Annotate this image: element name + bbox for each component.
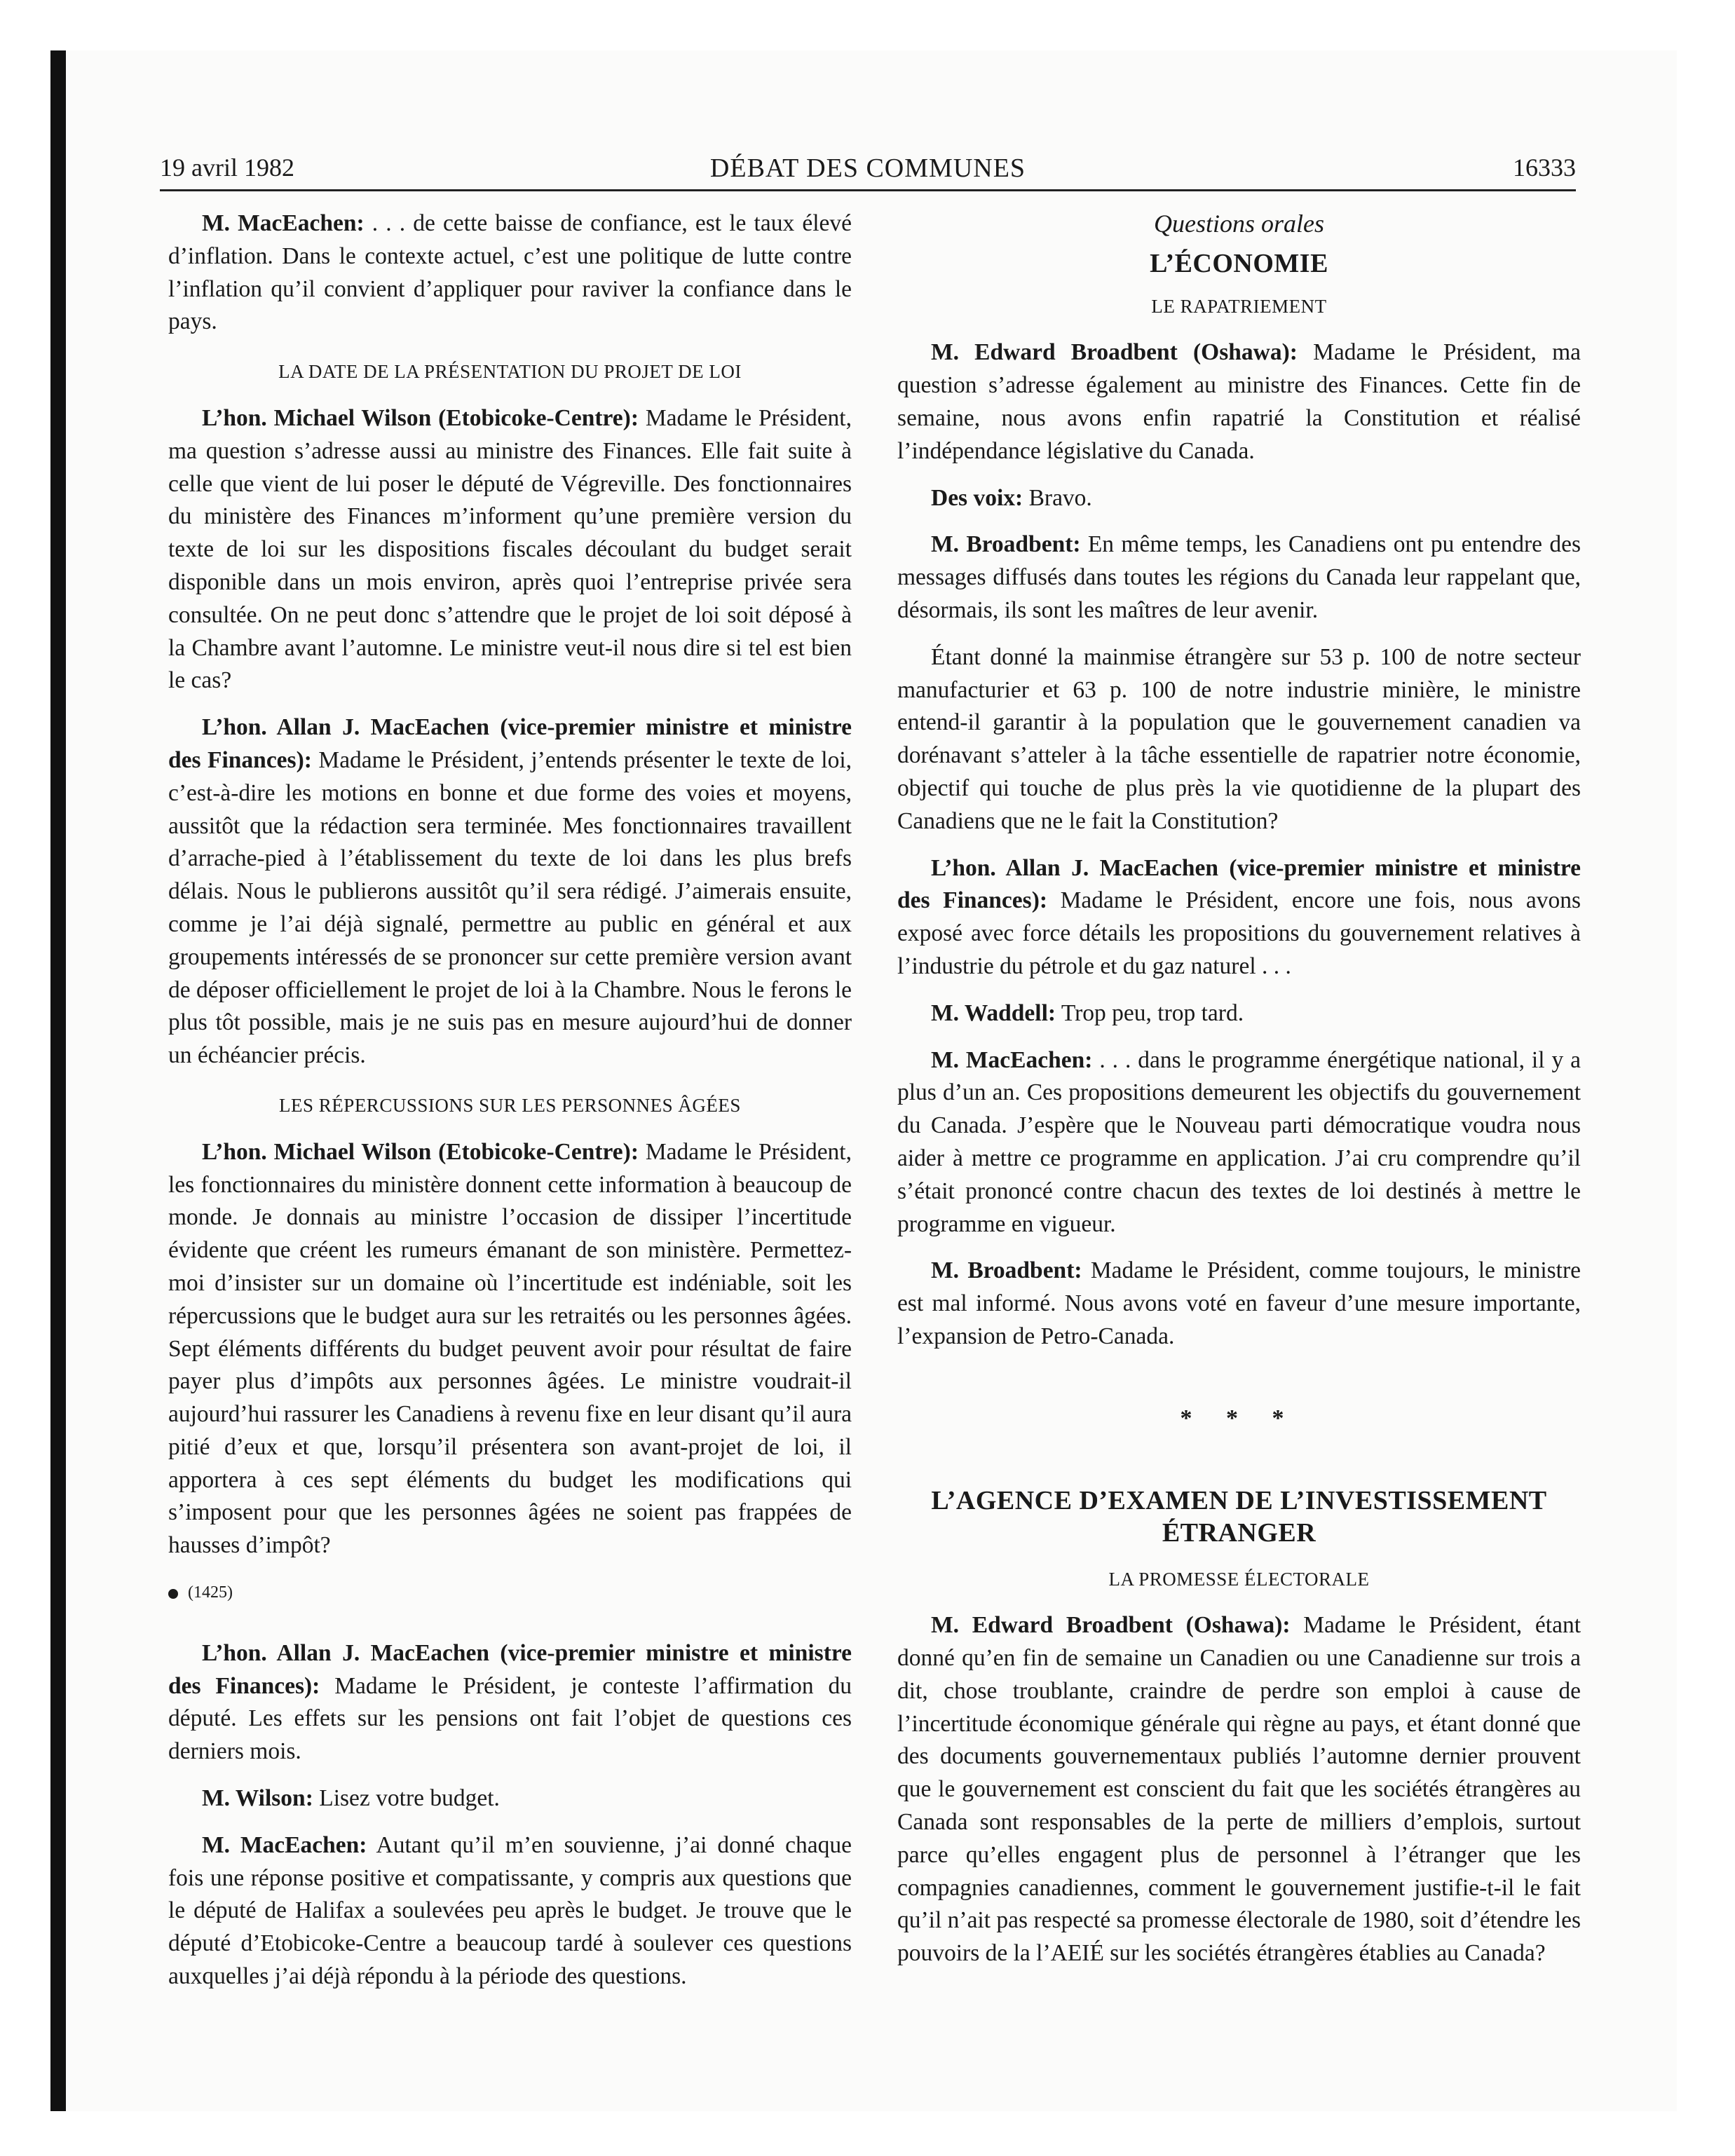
speaker: M. MacEachen:: [202, 210, 365, 236]
paragraph: [897, 1044, 1581, 1241]
heading-line: L’AGENCE D’EXAMEN DE L’INVESTISSEMENT: [931, 1485, 1547, 1515]
section-heading: L’ÉCONOMIE: [1150, 248, 1328, 278]
header-title: DÉBAT DES COMMUNES: [709, 153, 1026, 183]
section-heading-italic: Questions orales: [1154, 210, 1324, 238]
bullet-icon: [168, 1589, 178, 1599]
speaker: M. Wilson:: [202, 1785, 313, 1812]
paragraph: [168, 1829, 852, 1993]
speech-text: Trop peu, trop tard.: [1056, 999, 1244, 1026]
paragraph: [897, 852, 1581, 983]
left-column: [168, 207, 852, 2007]
speaker: M. Broadbent:: [931, 531, 1081, 558]
speaker: Des voix:: [931, 484, 1023, 511]
paragraph: Étant donné la mainmise étrangère sur 53 p. 100 de notre secteur manufacturier et 63 p. 100 de notre industrie minière, le ministre entend-il garantir à la population que le gouvernement canadien va dorénavant s’atteler à la tâche essentielle de rapatrier notre économie, objectif qui touche de plus près la vie quotidienne de la plupart des Canadiens que ne le fait la Constitution?: [897, 643, 1581, 834]
speech-text: Bravo.: [1023, 484, 1092, 511]
section-title: LES RÉPERCUSSIONS SUR LES PERSONNES ÂGÉES: [279, 1094, 741, 1116]
speech-text: Autant qu’il m’en souvienne, j’ai donné chaque fois une réponse positive et compatissante, y compris aux questions que le député de Halifax a soulevées peu après le budget. Je trouve que le député d’Etobicoke-Centre a beaucoup tardé à soulever ces questions auxquelles j’ai déjà répondu à la période des questions.: [168, 1831, 852, 1990]
speaker: M. Edward Broadbent (Oshawa):: [931, 339, 1298, 366]
section-title: LE RAPATRIEMENT: [1151, 295, 1327, 317]
section-title: LA DATE DE LA PRÉSENTATION DU PROJET DE LOI: [278, 361, 742, 383]
speaker: L’hon. Allan J. MacEachen (vice-premier ministre et ministre des Finances):: [168, 714, 852, 773]
paragraph: [168, 711, 852, 1072]
paragraph: [168, 402, 852, 697]
speech-text: Madame le Président, comme toujours, le ministre est mal informé. Nous avons voté en faveur d’une mesure importante, l’expansion de Petro-Canada.: [897, 1257, 1581, 1349]
speaker: L’hon. Michael Wilson (Etobicoke-Centre):: [202, 1138, 639, 1165]
header-page-number: 16333: [1513, 153, 1576, 182]
speech-text: Madame le Président, les fonctionnaires du ministère donnent cette information à beaucoup de monde. Je donnais au ministre l’occasion de dissiper l’incertitude évidente que créent les rumeurs émanant de son ministère. Permettez-moi d’insister sur un domaine où l’incertitude est indéniable, soit les répercussions que le budget aura sur les retraités ou les personnes âgées. Sept éléments différents du budget peuvent avoir pour résultat de faire payer plus d’impôts aux personnes âgées. Le ministre voudrait-il aujourd’hui rassurer les Canadiens à revenu fixe en leur disant qu’il aura pitié d’eux et que, lorsqu’il présentera son avant-projet de loi, il apportera à ces sept éléments du budget les modifications qui s’imposent pour que les personnes âgées ne soient pas frappées de hausses d’impôt?: [168, 1138, 852, 1559]
speaker: L’hon. Allan J. MacEachen (vice-premier ministre et ministre des Finances):: [168, 1639, 852, 1699]
page-header: [160, 153, 1576, 191]
speaker: M. MacEachen:: [931, 1046, 1093, 1073]
speaker: M. Waddell:: [931, 999, 1056, 1026]
paragraph: [897, 528, 1581, 627]
speaker: M. MacEachen:: [202, 1831, 367, 1858]
paragraph: [897, 482, 1581, 515]
speaker: L’hon. Allan J. MacEachen (vice-premier ministre et ministre des Finances):: [897, 854, 1581, 914]
paragraph: [168, 1782, 852, 1815]
timestamp: [168, 1576, 852, 1609]
section-separator: * * *: [1180, 1405, 1298, 1431]
paragraph: [897, 1255, 1581, 1353]
speech-text: Madame le Président, ma question s’adresse aussi au ministre des Finances. Elle fait suite à celle que vient de lui poser le député de Végreville. Des fonctionnaires du ministère des Finances m’informent qu’une première version du texte de loi sur les dispositions fiscales découlant du budget serait disponible dans un mois environ, après quoi l’entreprise privée sera consultée. On ne peut donc s’attendre que le projet de loi soit déposé à la Chambre avant l’automne. Le ministre veut-il nous dire si tel est bien le cas?: [168, 404, 852, 694]
speech-text: . . . de cette baisse de confiance, est le taux élevé d’inflation. Dans le contexte actuel, c’est une politique de lutte contre l’inflation qu’il convient d’appliquer pour raviver la confiance dans le pays.: [168, 210, 852, 335]
paragraph: [897, 336, 1581, 468]
speaker: M. Edward Broadbent (Oshawa):: [931, 1612, 1291, 1639]
paragraph: [168, 1637, 852, 1768]
heading-line: ÉTRANGER: [1162, 1517, 1316, 1548]
section-heading: [897, 1485, 1581, 1549]
speech-text: . . . dans le programme énergétique national, il y a plus d’un an. Ces propositions demeurent les objectifs du gouvernement du Canada. J’espère que le Nouveau parti démocratique voudra nous aider à mettre ce programme en application. J’ai cru comprendre qu’il s’était prononcé contre chacun des textes de loi destinés à mettre le programme en vigueur.: [897, 1046, 1581, 1237]
speaker: M. Broadbent:: [931, 1257, 1082, 1284]
timestamp-text: (1425): [188, 1583, 233, 1602]
scan-edge-bar: [50, 50, 66, 2111]
speech-text: En même temps, les Canadiens ont pu entendre des messages diffusés dans toutes les régions du Canada leur rappelant que, désormais, ils sont les maîtres de leur avenir.: [897, 531, 1581, 623]
speech-text: Madame le Président, encore une fois, nous avons exposé avec force détails les propositions du gouvernement relatives à l’industrie du pétrole et du gaz naturel . . .: [897, 887, 1581, 979]
speech-text: Madame le Président, j’entends présenter le texte de loi, c’est-à-dire les motions en bonne et due forme des voies et moyens, aussitôt que la rédaction sera terminée. Mes fonctionnaires travaillent d’arrache-pied à l’établissement du texte de loi dans les plus brefs délais. Nous le publierons aussitôt qu’il sera rédigé. J’aimerais ensuite, comme je l’ai déjà signalé, permettre au public en général et aux groupements intéressés de se prononcer sur cette première version avant de déposer officiellement le projet de loi à la Chambre. Nous le ferons le plus tôt possible, mais je ne suis pas en mesure aujourd’hui de donner un échéancier précis.: [168, 746, 852, 1069]
paragraph: [168, 1136, 852, 1562]
paragraph: [897, 997, 1581, 1030]
speaker: L’hon. Michael Wilson (Etobicoke-Centre):: [202, 404, 639, 431]
section-title: LA PROMESSE ÉLECTORALE: [1108, 1568, 1370, 1590]
speech-text: Lisez votre budget.: [313, 1785, 500, 1812]
speech-text: Madame le Président, je conteste l’affirmation du député. Les effets sur les pensions ont fait l’objet de questions ces derniers mois.: [168, 1672, 852, 1765]
paragraph: [168, 207, 852, 339]
speech-text: Madame le Président, étant donné qu’en fin de semaine un Canadien ou une Canadienne sur trois a dit, chose troublante, craindre de perdre son emploi à cause de l’incertitude économique générale qui règne au pays, et étant donné que des documents gouvernementaux publiés l’automne dernier prouvent que le gouvernement est conscient du fait que les sociétés étrangères au Canada sont responsables de la perte de milliers d’emplois, surtout parce qu’elles engagent plus de personnel à l’étranger que les compagnies canadiennes, comment le gouvernement justifie-t-il le fait qu’il n’ait pas respecté sa promesse électorale de 1980, soit d’étendre les pouvoirs de la l’AEIÉ sur les sociétés étrangères établies au Canada?: [897, 1612, 1581, 1967]
right-column: [897, 207, 1581, 1984]
header-date: 19 avril 1982: [160, 153, 294, 182]
speech-text: Madame le Président, ma question s’adresse également au ministre des Finances. Cette fin de semaine, nous avons enfin rapatrié la Constitution et réalisé l’indépendance législative du Canada.: [897, 339, 1581, 464]
paragraph: [897, 1609, 1581, 1970]
